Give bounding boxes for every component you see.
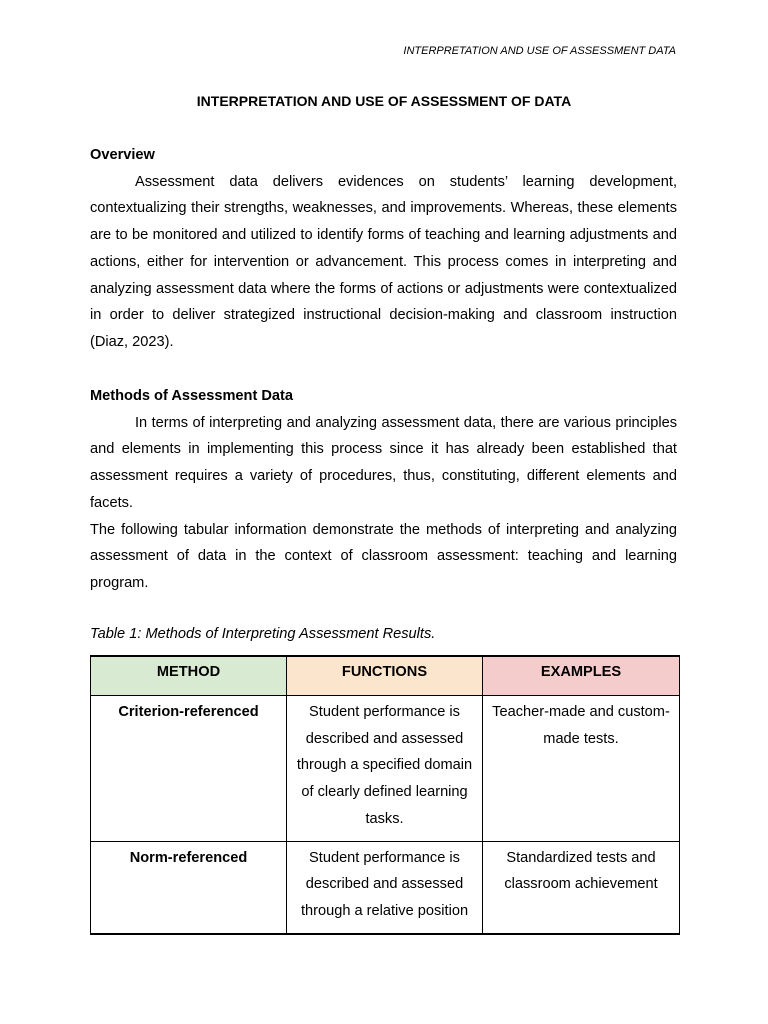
overview-section	[90, 142, 677, 356]
row-functions-cell: Student performance is described and assessed through a relative position	[287, 841, 483, 934]
table-row	[91, 841, 680, 934]
row-functions-cell: Student performance is described and assessed through a specified domain of clearly defined learning tasks.	[287, 696, 483, 842]
header-examples: EXAMPLES	[483, 656, 680, 696]
table-header-row	[91, 656, 680, 696]
row-examples-cell: Standardized tests and classroom achievement	[483, 841, 680, 934]
methods-section	[90, 383, 677, 597]
table-caption: Table 1: Methods of Interpreting Assessment Results.	[90, 626, 436, 642]
overview-paragraph: Assessment data delivers evidences on students’ learning development, contextualizing their strengths, weaknesses, and improvements. Whereas, these elements are to be monitored and utilized to identify forms of teaching and learning adjustments and actions, either for intervention or advancement. This process comes in interpreting and analyzing assessment data where the forms of actions or adjustments were contextualized in order to deliver strategized instructional decision-making and classroom instruction (Diaz, 2023).	[90, 173, 677, 350]
running-header: INTERPRETATION AND USE OF ASSESSMENT DATA	[403, 45, 676, 57]
row-method-cell: Criterion-referenced	[91, 696, 287, 842]
overview-heading: Overview	[90, 147, 155, 163]
methods-paragraph-2: The following tabular information demonstrate the methods of interpreting and analyzing assessment of data in the context of classroom assessment: teaching and learning program.	[90, 521, 677, 591]
document-title: INTERPRETATION AND USE OF ASSESSMENT OF DATA	[196, 93, 572, 109]
methods-heading: Methods of Assessment Data	[90, 388, 294, 404]
methods-table	[90, 655, 680, 935]
header-functions: FUNCTIONS	[287, 656, 483, 696]
row-method-cell: Norm-referenced	[91, 841, 287, 934]
methods-paragraph-1: In terms of interpreting and analyzing assessment data, there are various principles and elements in implementing this process since it has already been established that assessment requires a variety of procedures, thus, constituting, different elements and facets.	[90, 414, 677, 511]
header-method: METHOD	[91, 656, 287, 696]
row-examples-cell: Teacher-made and custom-made tests.	[483, 696, 680, 842]
table-row	[91, 696, 680, 842]
